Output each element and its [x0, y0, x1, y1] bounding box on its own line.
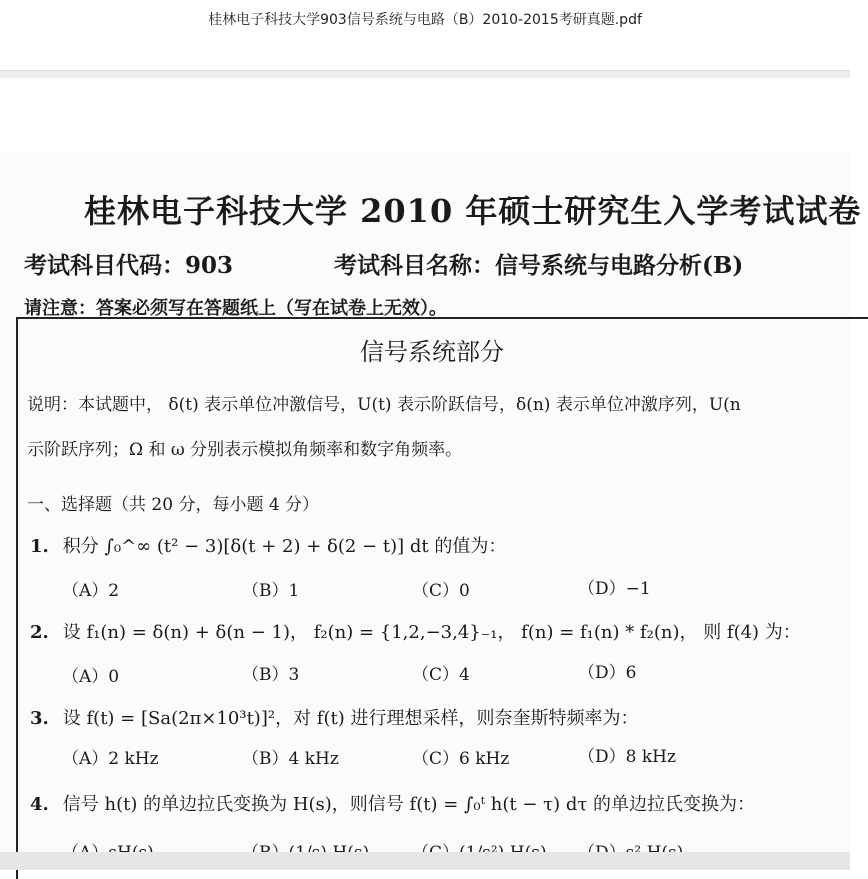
- pdf-page: [0, 152, 862, 852]
- option-c: （C）4: [412, 665, 470, 685]
- question-1: [30, 532, 506, 558]
- question-text: 信号 h(t) 的单边拉氏变换为 H(s)，则信号 f(t) = ∫₀ᵗ h(t − τ) dτ 的单边拉氏变换为：: [62, 794, 756, 815]
- subject-name: 考试科目名称：信号系统与电路分析(B): [334, 252, 744, 279]
- question-text: 设 f(t) = [Sa(2π×10³t)]²，对 f(t) 进行理想采样，则奈奎斯特频率为：: [62, 708, 639, 729]
- question-4: [30, 790, 755, 816]
- option-a: （A）2: [62, 581, 120, 601]
- option-a: （A）0: [62, 667, 120, 687]
- option-b: （B）4 kHz: [242, 749, 339, 769]
- viewer-bottom-bar: [0, 852, 850, 870]
- question-number: 4.: [30, 794, 49, 815]
- option-d: （D）−1: [578, 579, 651, 599]
- section-title: 信号系统部分: [360, 338, 504, 366]
- viewer-header: [0, 0, 850, 70]
- option-b: （B）1: [242, 581, 300, 601]
- option-c: （C）6 kHz: [412, 749, 510, 769]
- option-c: （C）0: [412, 581, 470, 601]
- option-d: （D）8 kHz: [578, 747, 676, 767]
- question-text: 积分 ∫₀^∞ (t² − 3)[δ(t + 2) + δ(2 − t)] dt 的值为：: [62, 536, 507, 557]
- part-heading: 一、选择题（共 20 分，每小题 4 分）: [27, 495, 320, 515]
- subject-code: 考试科目代码：903: [24, 252, 234, 279]
- intro-line-2: 示阶跃序列；Ω 和 ω 分别表示模拟角频率和数字角频率。: [27, 440, 463, 460]
- option-b: （B）3: [242, 665, 300, 685]
- option-d: （D）6: [578, 663, 637, 683]
- question-number: 2.: [30, 622, 49, 643]
- exam-title: 桂林电子科技大学 2010 年硕士研究生入学考试试卷: [84, 192, 862, 230]
- answer-notice: 请注意：答案必须写在答题纸上（写在试卷上无效）。: [24, 298, 447, 319]
- question-text: 设 f₁(n) = δ(n) + δ(n − 1)， f₂(n) = {1,2,−3,4}₋₁， f(n) = f₁(n) * f₂(n)， 则 f(4) 为：: [62, 622, 801, 643]
- intro-line-1: 说明：本试题中， δ(t) 表示单位冲激信号，U(t) 表示阶跃信号，δ(n) 表示单位冲激序列，U(n: [27, 395, 741, 415]
- document-filename: 桂林电子科技大学903信号系统与电路（B）2010-2015考研真题.pdf: [208, 12, 642, 28]
- page-gap: [0, 78, 850, 152]
- option-a: （A）2 kHz: [62, 749, 159, 769]
- question-3: [30, 704, 638, 730]
- header-divider: [0, 70, 850, 78]
- question-2: [30, 618, 801, 644]
- question-number: 3.: [30, 708, 49, 729]
- question-number: 1.: [30, 536, 49, 557]
